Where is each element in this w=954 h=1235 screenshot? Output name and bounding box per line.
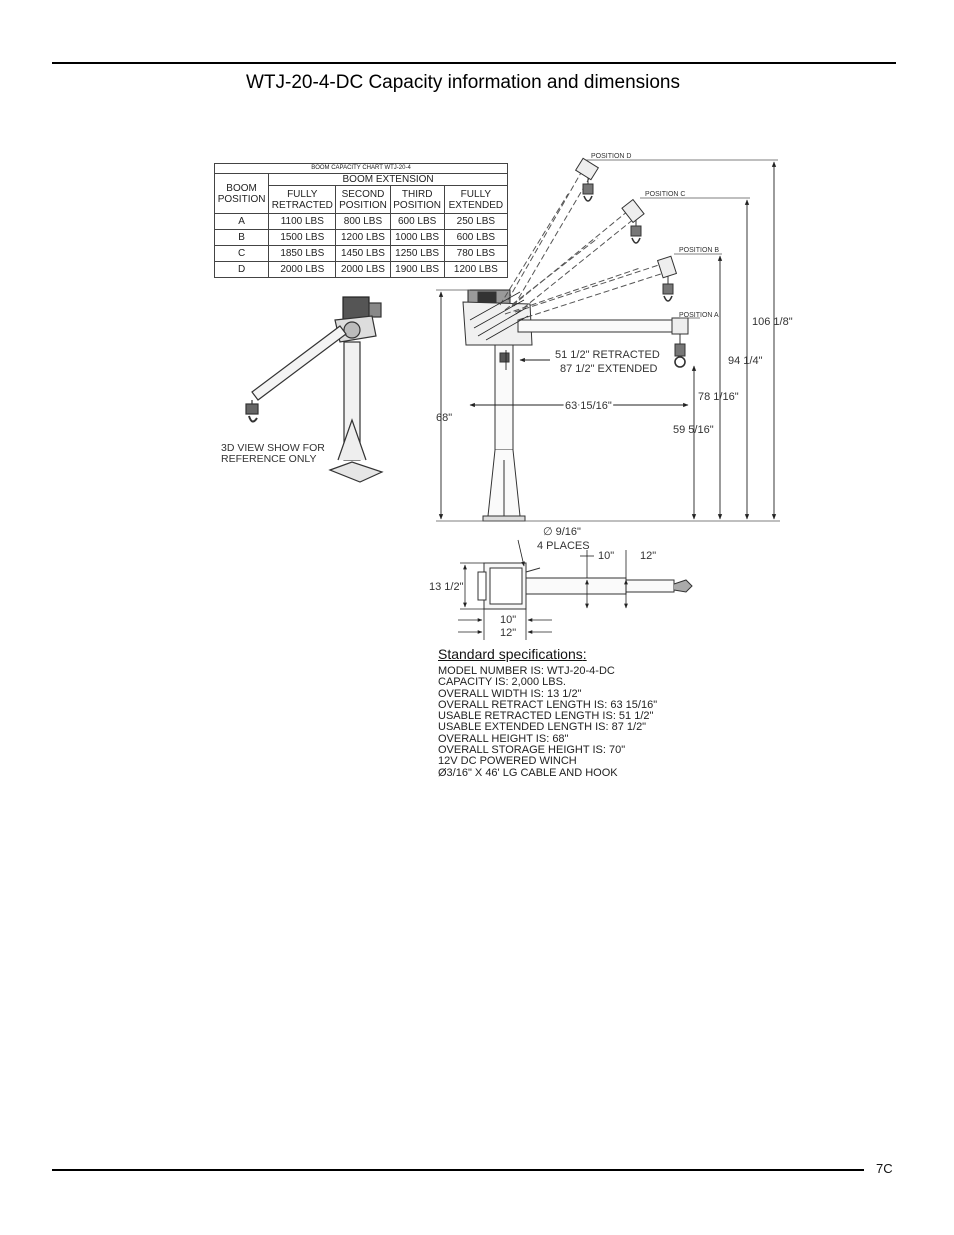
page-title: WTJ-20-4-DC Capacity information and dimensions — [246, 72, 680, 93]
boom-extension-header: BOOM EXTENSION — [269, 174, 508, 186]
list-item: USABLE EXTENDED LENGTH IS: 87 1/2" — [438, 721, 647, 734]
label-position-c: POSITION C — [645, 191, 686, 198]
standard-specifications — [438, 646, 657, 779]
label-position-d: POSITION D — [591, 153, 632, 160]
column-header: THIRD POSITION — [390, 186, 444, 214]
list-item: Ø3/16" X 46' LG CABLE AND HOOK — [438, 766, 618, 779]
dim-bottom-10: 10" — [500, 614, 517, 626]
dim-94: 94 1/4" — [728, 355, 763, 367]
label-position-a: POSITION A — [679, 312, 719, 319]
table-row: C 1850 LBS 1450 LBS 1250 LBS 780 LBS — [215, 246, 508, 262]
table-row: A 1100 LBS 800 LBS 600 LBS 250 LBS — [215, 214, 508, 230]
column-header: SECOND POSITION — [336, 186, 390, 214]
reference-note: 3D VIEW SHOW FOR REFERENCE ONLY — [221, 442, 325, 465]
dim-retracted: 51 1/2" RETRACTED — [555, 349, 660, 361]
dim-bottom-12: 12" — [500, 627, 517, 639]
page-number: 7C — [876, 1161, 893, 1176]
specs-heading: Standard specifications: — [438, 646, 587, 662]
specs-list — [438, 666, 657, 779]
label-hole: ∅ 9/16" — [543, 526, 581, 538]
list-item: OVERALL WIDTH IS: 13 1/2" — [438, 687, 582, 700]
list-item: USABLE RETRACTED LENGTH IS: 51 1/2" — [438, 710, 654, 723]
table-caption: BOOM CAPACITY CHART WTJ-20-4 — [215, 164, 508, 174]
table-row: D 2000 LBS 2000 LBS 1900 LBS 1200 LBS — [215, 262, 508, 278]
list-item: 12V DC POWERED WINCH — [438, 755, 577, 768]
column-header: FULLY RETRACTED — [269, 186, 336, 214]
list-item: OVERALL HEIGHT IS: 68" — [438, 732, 569, 745]
crane-side-view — [463, 158, 688, 521]
dim-width: 13 1/2" — [429, 581, 464, 593]
dim-59: 59 5/16" — [673, 424, 714, 436]
boom-position-header: BOOM POSITION — [215, 174, 269, 214]
label-places: 4 PLACES — [537, 540, 590, 552]
table-row: B 1500 LBS 1200 LBS 1000 LBS 600 LBS — [215, 230, 508, 246]
dim-extended: 87 1/2" EXTENDED — [560, 363, 658, 375]
dim-top-10: 10" — [598, 550, 615, 562]
column-header: FULLY EXTENDED — [444, 186, 507, 214]
dim-63: 63 15/16" — [565, 400, 612, 412]
dim-78: 78 1/16" — [698, 391, 739, 403]
crane-top-view — [478, 563, 692, 609]
dim-top-12: 12" — [640, 550, 657, 562]
list-item: MODEL NUMBER IS: WTJ-20-4-DC — [438, 665, 615, 677]
list-item: OVERALL STORAGE HEIGHT IS: 70" — [438, 744, 626, 757]
list-item: OVERALL RETRACT LENGTH IS: 63 15/16" — [438, 698, 658, 711]
dim-106: 106 1/8" — [752, 316, 793, 328]
dim-68: 68" — [436, 412, 453, 424]
label-position-b: POSITION B — [679, 247, 720, 254]
list-item: CAPACITY IS: 2,000 LBS. — [438, 676, 566, 689]
